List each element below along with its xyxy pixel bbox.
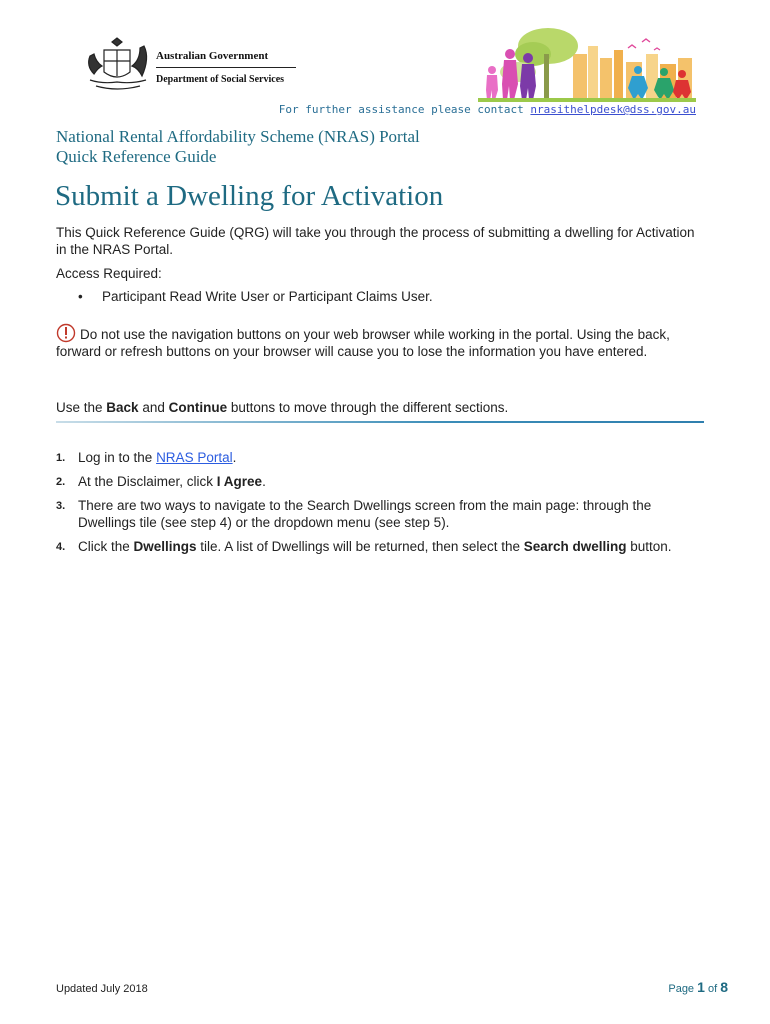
step-item [56,473,676,490]
step-text: tile. A list of Dwellings will be returned, then select the [196,539,524,554]
nav-note-suffix: buttons to move through the different sections. [227,400,509,415]
warning-icon [56,323,76,343]
intro-paragraph: This Quick Reference Guide (QRG) will take you through the process of submitting a dwelling for Activation in the NRAS Portal. [56,225,695,257]
page-of: of [704,983,721,995]
page-title: Submit a Dwelling for Activation [55,180,444,212]
section-divider [56,421,704,423]
document-subtitle [56,127,420,167]
nav-note-prefix: Use the [56,400,107,415]
access-bullet-text: Participant Read Write User or Participant Claims User. [102,289,433,304]
step-text: At the Disclaimer, click [78,474,217,489]
nav-note-continue: Continue [168,400,228,415]
coat-of-arms-icon [82,36,152,94]
step-text: Log in to the [78,450,157,465]
steps-list [56,449,676,562]
step-text: . [232,450,237,465]
family-cityscape-illustration [478,24,696,104]
step-number: 2. [56,476,66,488]
warning-paragraph [56,323,704,360]
step-number: 4. [56,541,66,553]
step-item [56,538,676,555]
subtitle-line-1: National Rental Affordability Scheme (NRAS) Portal [56,127,420,146]
navigation-note [56,399,706,416]
step-text: There are two ways to navigate to the Search Dwellings screen from the main page: through the Dwellings tile (see step 4) or the dropdown menu (see step 5). [78,498,652,530]
page-total: 8 [720,979,728,995]
bullet-icon: • [78,289,83,304]
footer-updated-date: Updated July 2018 [56,983,148,995]
step-item [56,449,676,466]
step-bold-text: Search dwelling [523,539,627,554]
footer-page-number [668,979,728,995]
contact-prefix: For further assistance please contact [278,103,531,116]
page-label: Page [668,983,698,995]
step-text: Click the [78,539,134,554]
nav-note-and: and [138,400,169,415]
warning-text: Do not use the navigation buttons on your web browser while working in the portal. Using the back, forward or refresh buttons on your browser will cause you to lose the information you have entered. [56,327,670,359]
step-text: button. [626,539,672,554]
access-required-label: Access Required: [56,266,162,281]
helpdesk-email-link[interactable]: nrasithelpdesk@dss.gov.au [530,103,696,116]
step-number: 1. [56,452,66,464]
step-bold-text: Dwellings [133,539,197,554]
government-name: Australian Government [156,50,269,62]
subtitle-line-2: Quick Reference Guide [56,147,217,166]
step-text: . [262,474,266,489]
nras-portal-link[interactable]: NRAS Portal [156,450,233,465]
access-bullet-item [78,289,433,304]
nav-note-back: Back [106,400,139,415]
step-item [56,497,676,531]
contact-line [279,103,696,116]
australian-government-logo [82,36,302,96]
step-number: 3. [56,500,66,512]
step-bold-text: I Agree [216,474,263,489]
logo-divider [156,67,296,68]
department-name: Department of Social Services [156,74,285,85]
page-current: 1 [697,979,705,995]
